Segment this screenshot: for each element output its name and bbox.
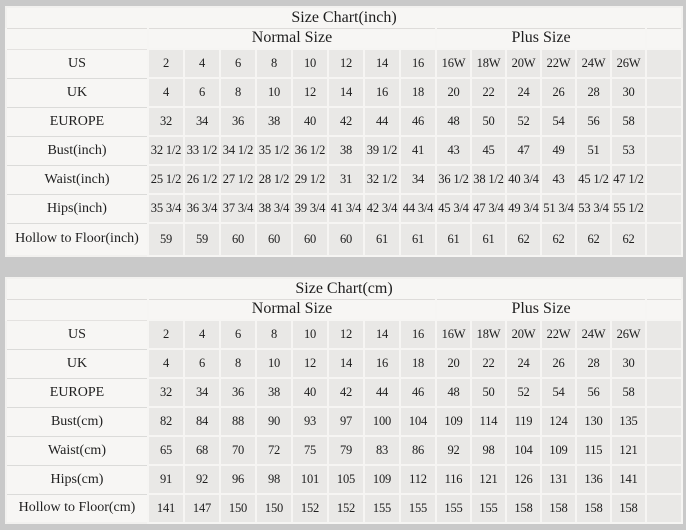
value-cell: 14 (328, 349, 364, 378)
value-cell: 42 3/4 (364, 194, 400, 223)
value-cell: 91 (148, 465, 184, 494)
value-cell: 34 (184, 378, 220, 407)
value-cell: 6 (184, 78, 220, 107)
plus-size-header: Plus Size (436, 299, 646, 320)
value-cell: 4 (184, 320, 220, 349)
normal-size-header: Normal Size (148, 28, 436, 49)
value-cell: 88 (220, 407, 256, 436)
value-cell: 61 (436, 223, 471, 256)
table-row (6, 194, 682, 223)
value-cell: 8 (256, 320, 292, 349)
value-cell: 109 (436, 407, 471, 436)
value-cell: 36 1/2 (436, 165, 471, 194)
value-cell: 47 (506, 136, 541, 165)
value-cell: 28 (576, 78, 611, 107)
empty-cell (646, 194, 682, 223)
value-cell: 26 1/2 (184, 165, 220, 194)
value-cell: 4 (148, 349, 184, 378)
value-cell: 26W (611, 49, 646, 78)
value-cell: 14 (364, 320, 400, 349)
value-cell: 18W (471, 49, 506, 78)
value-cell: 32 (148, 378, 184, 407)
value-cell: 60 (292, 223, 328, 256)
size-chart-inch-table (5, 6, 683, 257)
value-cell: 72 (256, 436, 292, 465)
value-cell: 109 (541, 436, 576, 465)
value-cell: 38 3/4 (256, 194, 292, 223)
empty-cell (646, 223, 682, 256)
value-cell: 150 (256, 494, 292, 523)
value-cell: 65 (148, 436, 184, 465)
value-cell: 83 (364, 436, 400, 465)
value-cell: 105 (328, 465, 364, 494)
value-cell: 56 (576, 378, 611, 407)
value-cell: 136 (576, 465, 611, 494)
value-cell: 158 (541, 494, 576, 523)
empty-cell (646, 407, 682, 436)
value-cell: 158 (611, 494, 646, 523)
value-cell: 36 3/4 (184, 194, 220, 223)
value-cell: 2 (148, 49, 184, 78)
row-label: EUROPE (6, 107, 148, 136)
value-cell: 29 1/2 (292, 165, 328, 194)
value-cell: 115 (576, 436, 611, 465)
value-cell: 56 (576, 107, 611, 136)
value-cell: 39 1/2 (364, 136, 400, 165)
value-cell: 121 (611, 436, 646, 465)
value-cell: 100 (364, 407, 400, 436)
value-cell: 60 (220, 223, 256, 256)
value-cell: 12 (292, 78, 328, 107)
value-cell: 135 (611, 407, 646, 436)
value-cell: 60 (328, 223, 364, 256)
value-cell: 31 (328, 165, 364, 194)
value-cell: 10 (256, 349, 292, 378)
value-cell: 93 (292, 407, 328, 436)
value-cell: 61 (471, 223, 506, 256)
value-cell: 43 (541, 165, 576, 194)
empty-header-cell (646, 28, 682, 49)
value-cell: 141 (148, 494, 184, 523)
table-row (6, 436, 682, 465)
value-cell: 36 1/2 (292, 136, 328, 165)
value-cell: 4 (184, 49, 220, 78)
value-cell: 54 (541, 107, 576, 136)
value-cell: 16 (400, 49, 436, 78)
value-cell: 30 (611, 349, 646, 378)
value-cell: 112 (400, 465, 436, 494)
table-title: Size Chart(cm) (6, 278, 682, 299)
value-cell: 114 (471, 407, 506, 436)
row-label: Hips(cm) (6, 465, 148, 494)
value-cell: 18 (400, 78, 436, 107)
value-cell: 155 (400, 494, 436, 523)
value-cell: 28 (576, 349, 611, 378)
empty-cell (646, 349, 682, 378)
value-cell: 20 (436, 78, 471, 107)
row-label: US (6, 49, 148, 78)
value-cell: 98 (256, 465, 292, 494)
value-cell: 38 (328, 136, 364, 165)
value-cell: 45 1/2 (576, 165, 611, 194)
value-cell: 8 (220, 349, 256, 378)
value-cell: 70 (220, 436, 256, 465)
value-cell: 68 (184, 436, 220, 465)
empty-cell (646, 320, 682, 349)
value-cell: 45 (471, 136, 506, 165)
value-cell: 28 1/2 (256, 165, 292, 194)
value-cell: 26 (541, 78, 576, 107)
value-cell: 41 3/4 (328, 194, 364, 223)
value-cell: 45 3/4 (436, 194, 471, 223)
value-cell: 92 (436, 436, 471, 465)
value-cell: 51 (576, 136, 611, 165)
value-cell: 36 (220, 378, 256, 407)
value-cell: 152 (292, 494, 328, 523)
value-cell: 58 (611, 107, 646, 136)
value-cell: 50 (471, 378, 506, 407)
corner-cell (6, 299, 148, 320)
value-cell: 44 3/4 (400, 194, 436, 223)
value-cell: 10 (292, 320, 328, 349)
value-cell: 48 (436, 378, 471, 407)
value-cell: 38 (256, 378, 292, 407)
value-cell: 104 (400, 407, 436, 436)
value-cell: 30 (611, 78, 646, 107)
value-cell: 101 (292, 465, 328, 494)
row-label: Waist(inch) (6, 165, 148, 194)
value-cell: 20 (436, 349, 471, 378)
value-cell: 35 1/2 (256, 136, 292, 165)
value-cell: 32 1/2 (148, 136, 184, 165)
value-cell: 12 (328, 49, 364, 78)
value-cell: 8 (220, 78, 256, 107)
value-cell: 82 (148, 407, 184, 436)
value-cell: 32 (148, 107, 184, 136)
value-cell: 53 3/4 (576, 194, 611, 223)
value-cell: 141 (611, 465, 646, 494)
value-cell: 97 (328, 407, 364, 436)
normal-size-header: Normal Size (148, 299, 436, 320)
value-cell: 39 3/4 (292, 194, 328, 223)
value-cell: 34 (184, 107, 220, 136)
value-cell: 59 (148, 223, 184, 256)
row-label: Bust(cm) (6, 407, 148, 436)
empty-cell (646, 436, 682, 465)
empty-cell (646, 107, 682, 136)
table-row (6, 165, 682, 194)
value-cell: 37 3/4 (220, 194, 256, 223)
row-label: Hollow to Floor(inch) (6, 223, 148, 256)
value-cell: 24W (576, 49, 611, 78)
value-cell: 22 (471, 349, 506, 378)
value-cell: 62 (611, 223, 646, 256)
value-cell: 25 1/2 (148, 165, 184, 194)
value-cell: 47 1/2 (611, 165, 646, 194)
value-cell: 38 (256, 107, 292, 136)
value-cell: 6 (220, 49, 256, 78)
value-cell: 116 (436, 465, 471, 494)
value-cell: 152 (328, 494, 364, 523)
table-row (6, 407, 682, 436)
value-cell: 150 (220, 494, 256, 523)
value-cell: 62 (541, 223, 576, 256)
value-cell: 49 3/4 (506, 194, 541, 223)
row-label: Hollow to Floor(cm) (6, 494, 148, 523)
value-cell: 96 (220, 465, 256, 494)
value-cell: 24 (506, 349, 541, 378)
plus-size-header: Plus Size (436, 28, 646, 49)
value-cell: 6 (220, 320, 256, 349)
value-cell: 79 (328, 436, 364, 465)
value-cell: 75 (292, 436, 328, 465)
value-cell: 8 (256, 49, 292, 78)
table-row (6, 494, 682, 523)
value-cell: 84 (184, 407, 220, 436)
value-cell: 60 (256, 223, 292, 256)
value-cell: 52 (506, 378, 541, 407)
value-cell: 16 (364, 349, 400, 378)
value-cell: 44 (364, 107, 400, 136)
value-cell: 147 (184, 494, 220, 523)
row-label: Hips(inch) (6, 194, 148, 223)
value-cell: 6 (184, 349, 220, 378)
title-row (6, 7, 682, 28)
value-cell: 104 (506, 436, 541, 465)
value-cell: 40 (292, 378, 328, 407)
value-cell: 16W (436, 49, 471, 78)
value-cell: 55 1/2 (611, 194, 646, 223)
table-row (6, 320, 682, 349)
value-cell: 2 (148, 320, 184, 349)
value-cell: 62 (506, 223, 541, 256)
title-row (6, 278, 682, 299)
value-cell: 4 (148, 78, 184, 107)
value-cell: 12 (292, 349, 328, 378)
empty-cell (646, 465, 682, 494)
value-cell: 16W (436, 320, 471, 349)
value-cell: 40 (292, 107, 328, 136)
table-row (6, 78, 682, 107)
value-cell: 86 (400, 436, 436, 465)
value-cell: 42 (328, 107, 364, 136)
value-cell: 44 (364, 378, 400, 407)
table-row (6, 378, 682, 407)
empty-cell (646, 78, 682, 107)
value-cell: 119 (506, 407, 541, 436)
value-cell: 22W (541, 49, 576, 78)
value-cell: 158 (506, 494, 541, 523)
value-cell: 34 1/2 (220, 136, 256, 165)
value-cell: 18W (471, 320, 506, 349)
group-header-row (6, 299, 682, 320)
value-cell: 48 (436, 107, 471, 136)
value-cell: 12 (328, 320, 364, 349)
value-cell: 18 (400, 349, 436, 378)
value-cell: 130 (576, 407, 611, 436)
table-row (6, 465, 682, 494)
value-cell: 46 (400, 378, 436, 407)
empty-cell (646, 494, 682, 523)
value-cell: 98 (471, 436, 506, 465)
empty-cell (646, 165, 682, 194)
value-cell: 36 (220, 107, 256, 136)
group-header-row (6, 28, 682, 49)
value-cell: 40 3/4 (506, 165, 541, 194)
value-cell: 49 (541, 136, 576, 165)
value-cell: 131 (541, 465, 576, 494)
row-label: Bust(inch) (6, 136, 148, 165)
value-cell: 61 (400, 223, 436, 256)
table-row (6, 107, 682, 136)
value-cell: 26W (611, 320, 646, 349)
value-cell: 90 (256, 407, 292, 436)
value-cell: 16 (364, 78, 400, 107)
row-label: EUROPE (6, 378, 148, 407)
empty-cell (646, 378, 682, 407)
value-cell: 61 (364, 223, 400, 256)
value-cell: 20W (506, 49, 541, 78)
value-cell: 43 (436, 136, 471, 165)
value-cell: 22 (471, 78, 506, 107)
value-cell: 38 1/2 (471, 165, 506, 194)
value-cell: 35 3/4 (148, 194, 184, 223)
table-row (6, 136, 682, 165)
value-cell: 34 (400, 165, 436, 194)
value-cell: 24W (576, 320, 611, 349)
value-cell: 47 3/4 (471, 194, 506, 223)
table-row (6, 49, 682, 78)
size-chart-cm-table (5, 277, 683, 524)
value-cell: 62 (576, 223, 611, 256)
value-cell: 16 (400, 320, 436, 349)
table-row (6, 223, 682, 256)
row-label: UK (6, 78, 148, 107)
value-cell: 92 (184, 465, 220, 494)
value-cell: 59 (184, 223, 220, 256)
value-cell: 109 (364, 465, 400, 494)
row-label: US (6, 320, 148, 349)
row-label: UK (6, 349, 148, 378)
value-cell: 46 (400, 107, 436, 136)
value-cell: 26 (541, 349, 576, 378)
table-title: Size Chart(inch) (6, 7, 682, 28)
value-cell: 32 1/2 (364, 165, 400, 194)
value-cell: 124 (541, 407, 576, 436)
value-cell: 53 (611, 136, 646, 165)
value-cell: 54 (541, 378, 576, 407)
value-cell: 14 (328, 78, 364, 107)
value-cell: 121 (471, 465, 506, 494)
value-cell: 24 (506, 78, 541, 107)
value-cell: 33 1/2 (184, 136, 220, 165)
value-cell: 14 (364, 49, 400, 78)
value-cell: 155 (436, 494, 471, 523)
value-cell: 27 1/2 (220, 165, 256, 194)
table-row (6, 349, 682, 378)
value-cell: 155 (471, 494, 506, 523)
value-cell: 158 (576, 494, 611, 523)
value-cell: 50 (471, 107, 506, 136)
empty-header-cell (646, 299, 682, 320)
row-label: Waist(cm) (6, 436, 148, 465)
value-cell: 52 (506, 107, 541, 136)
value-cell: 10 (256, 78, 292, 107)
value-cell: 126 (506, 465, 541, 494)
value-cell: 10 (292, 49, 328, 78)
empty-cell (646, 136, 682, 165)
value-cell: 58 (611, 378, 646, 407)
empty-cell (646, 49, 682, 78)
value-cell: 42 (328, 378, 364, 407)
value-cell: 20W (506, 320, 541, 349)
value-cell: 41 (400, 136, 436, 165)
value-cell: 22W (541, 320, 576, 349)
value-cell: 51 3/4 (541, 194, 576, 223)
value-cell: 155 (364, 494, 400, 523)
corner-cell (6, 28, 148, 49)
